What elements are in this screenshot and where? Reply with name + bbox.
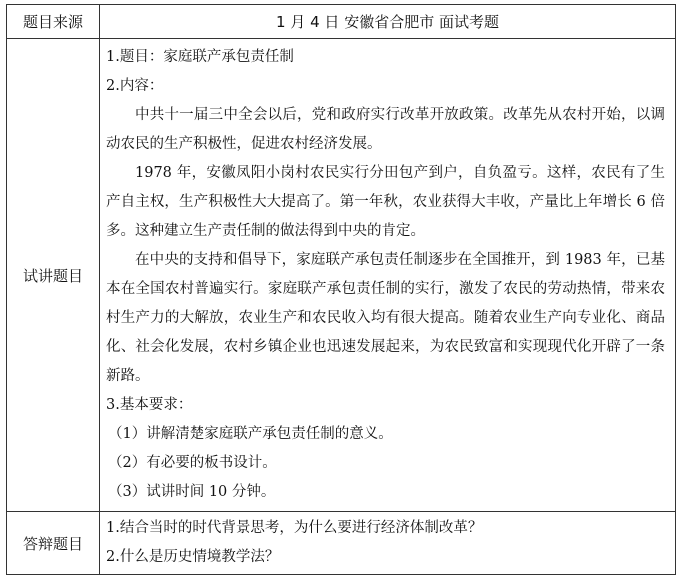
lecture-label: 试讲题目 — [7, 39, 100, 512]
defense-questions — [100, 512, 675, 574]
paragraph: 在中央的支持和倡导下，家庭联产承包责任制逐步在全国推开，到 1983 年，已基本在全国农村普遍实行。家庭联产承包责任制的实行，激发了农民的劳动热情，带来农村生产力的大解放，农业生产和农民收入均有很大提高。随着农业生产向专业化、商品化、社会化发展，农村乡镇企业也迅速发展起来，为农民致富和实现现代化开辟了一条新路。 — [106, 252, 665, 384]
requirement-item: （3）试讲时间 10 分钟。 — [108, 484, 276, 500]
requirements-heading: 3.基本要求： — [106, 397, 193, 413]
source-label: 题目来源 — [7, 5, 100, 39]
defense-row — [7, 512, 676, 575]
paragraph: 1978 年，安徽凤阳小岗村农民实行分田包产到户，自负盈亏。这样，农民有了生产自主权，生产积极性大大提高了。第一年秋，农业获得大丰收，产量比上年增长 6 倍多。这种建立生产责任制的做法得到中央的肯定。 — [106, 165, 665, 239]
lecture-topic: 1.题目：家庭联产承包责任制 — [106, 49, 294, 65]
content-heading: 2.内容： — [106, 78, 164, 94]
exam-title: 1 月 4 日 安徽省合肥市 面试考题 — [100, 5, 676, 39]
lecture-row — [7, 39, 676, 512]
defense-question: 2.什么是历史情境教学法？ — [106, 549, 280, 565]
lecture-content — [100, 39, 675, 511]
paragraph: 中共十一届三中全会以后，党和政府实行改革开放政策。改革先从农村开始，以调动农民的生产积极性，促进农村经济发展。 — [106, 107, 665, 152]
requirement-item: （1）讲解清楚家庭联产承包责任制的意义。 — [108, 426, 393, 442]
requirement-item: （2）有必要的板书设计。 — [108, 455, 277, 471]
exam-question-table — [6, 4, 676, 575]
header-row — [7, 5, 676, 39]
defense-question: 1.结合当时的时代背景思考，为什么要进行经济体制改革？ — [106, 520, 483, 536]
defense-cell — [100, 512, 676, 575]
defense-label: 答辩题目 — [7, 512, 100, 575]
lecture-cell — [100, 39, 676, 512]
